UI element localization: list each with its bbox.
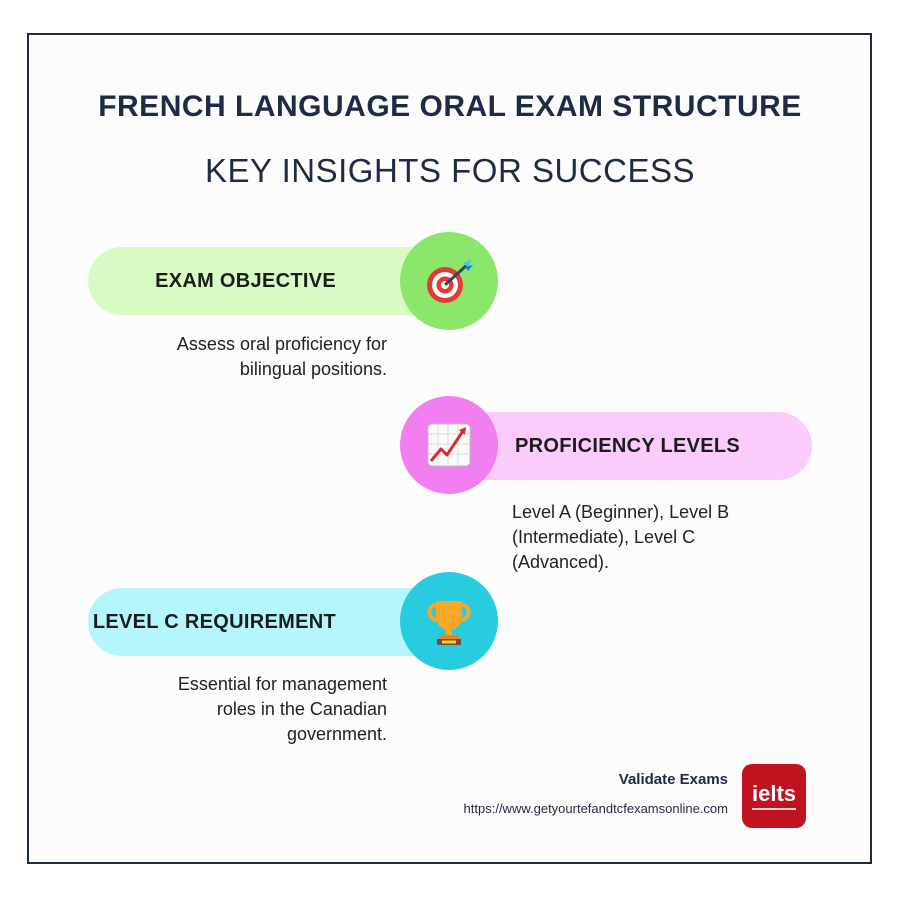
level-c-requirement-heading: LEVEL C REQUIREMENT [92,610,336,633]
description-line: Essential for management [177,674,387,694]
exam-objective-heading: EXAM OBJECTIVE [155,269,336,292]
description-line: (Advanced). [512,552,610,572]
brand-name: Validate Exams [618,771,728,788]
description-line: Level A (Beginner), Level B [512,502,730,522]
target-icon [400,232,498,330]
exam-objective-description [100,332,387,382]
description-line: Assess oral proficiency for [176,334,387,354]
page-title: FRENCH LANGUAGE ORAL EXAM STRUCTURE [98,90,802,123]
level-c-requirement-description [100,672,387,747]
description-line: (Intermediate), Level C [512,527,696,547]
description-line: government. [286,724,387,744]
description-line: bilingual positions. [239,359,387,379]
page-subtitle: KEY INSIGHTS FOR SUCCESS [205,152,695,189]
proficiency-levels-heading: PROFICIENCY LEVELS [515,434,741,457]
proficiency-levels-description [512,500,812,575]
level-c-requirement-pill [88,588,448,656]
website-link[interactable]: https://www.getyourtefandtcfexamsonline.com [463,801,728,816]
trophy-icon [400,572,498,670]
description-line: roles in the Canadian [216,699,387,719]
logo-text: ielts [751,780,797,806]
chart-increasing-icon [400,396,498,494]
ielts-logo [742,764,806,828]
exam-objective-pill [88,247,448,315]
